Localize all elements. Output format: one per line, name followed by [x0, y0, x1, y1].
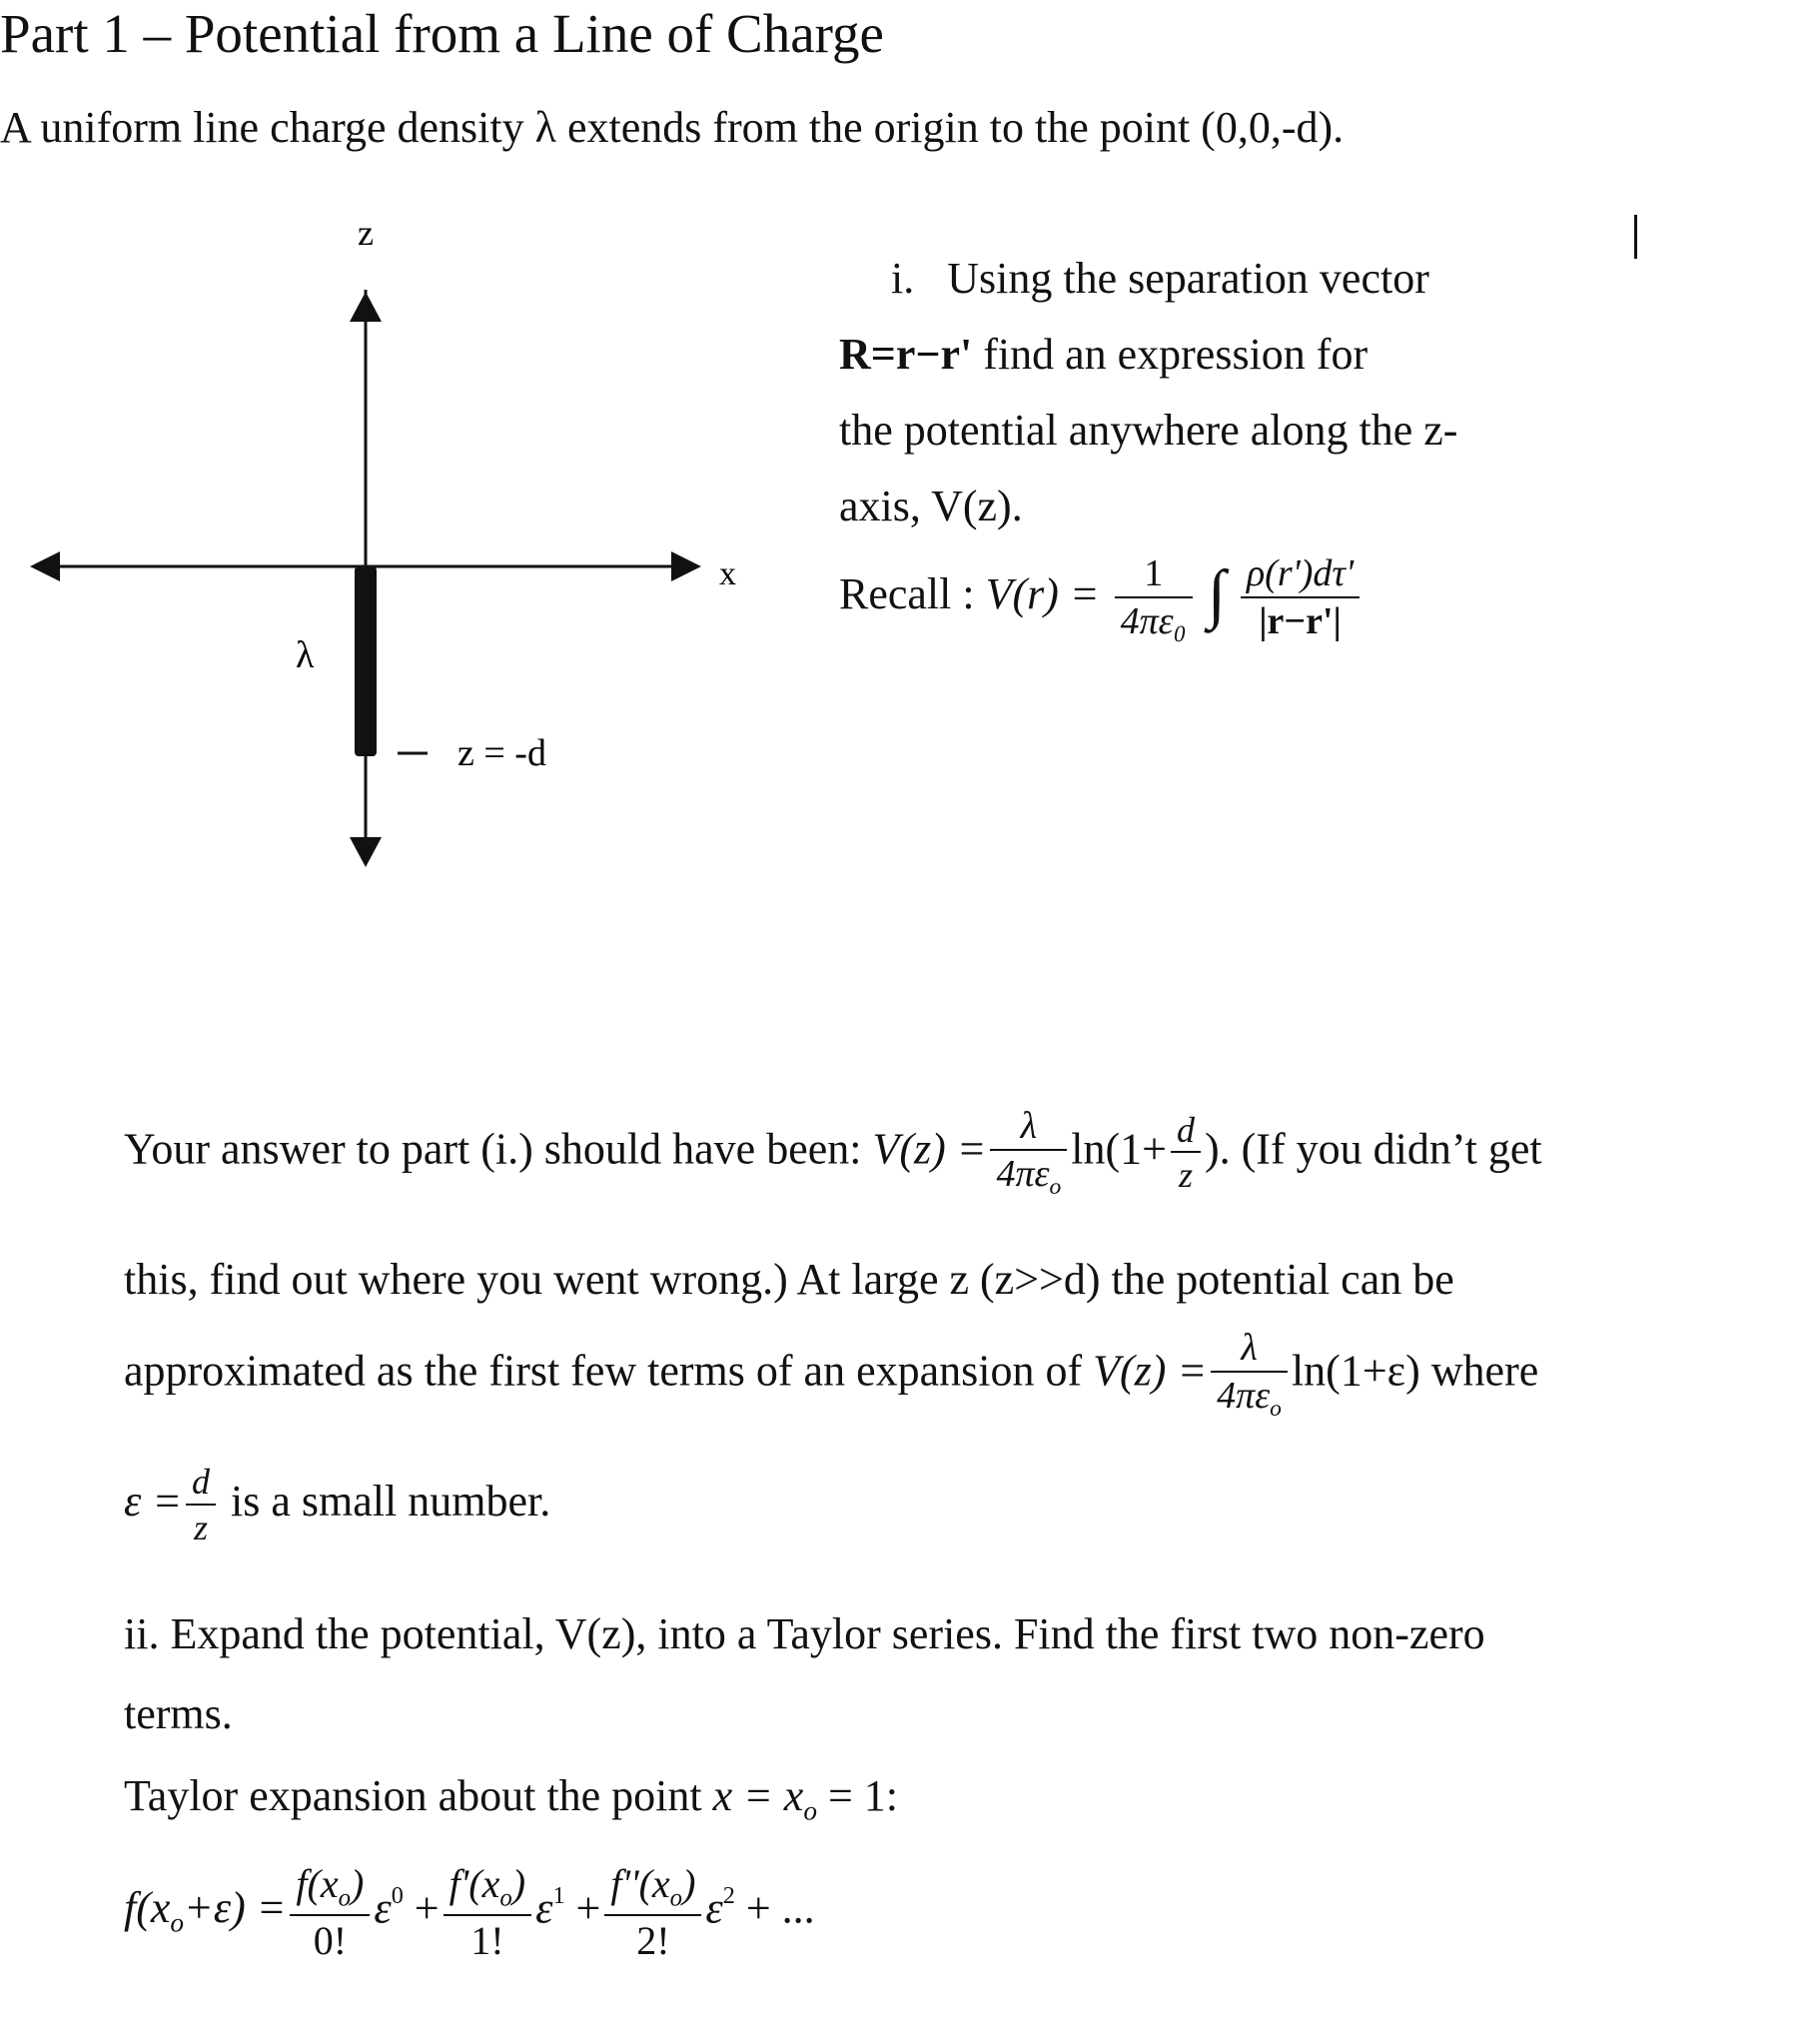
taylor-t1-num — [444, 1863, 531, 1916]
answer-ln-open: ln(1+ — [1071, 1124, 1167, 1174]
x-axis-right-arrowhead — [671, 551, 701, 581]
taylor-t1-num-tail: ) — [511, 1861, 526, 1906]
epsilon-fraction — [186, 1464, 216, 1547]
taylor-lhs-sub: o — [170, 1908, 185, 1938]
text-cursor — [1634, 215, 1637, 259]
part-i-line1-text: Using the separation vector — [947, 254, 1429, 303]
epsilon-tail: is a small number. — [231, 1476, 551, 1526]
answer-line3-ln: ln(1+ε) — [1291, 1346, 1420, 1396]
vector-R: R — [839, 330, 871, 379]
lambda-label: λ — [296, 634, 315, 676]
answer-line3-lhs: V(z) = — [1093, 1346, 1208, 1396]
z-minus-d-label: z = -d — [457, 732, 546, 774]
answer-d-over-z — [1171, 1109, 1201, 1196]
taylor-plus-2: + — [575, 1883, 601, 1933]
part-ii-line2: terms. — [124, 1689, 233, 1738]
answer-line3-tail: where — [1430, 1346, 1539, 1396]
taylor-lhs-text: f(x — [124, 1883, 171, 1933]
answer-d: d — [1171, 1112, 1201, 1154]
taylor-t2-num-tail: ) — [682, 1861, 696, 1906]
recall-integrand-den: |r−r'| — [1259, 599, 1342, 642]
answer-prefactor — [990, 1107, 1067, 1200]
taylor-plus-1: + — [414, 1883, 440, 1933]
answer-den-text: 4πε — [996, 1152, 1050, 1195]
answer-line3-den — [1211, 1373, 1288, 1422]
z-axis-up-arrowhead — [350, 292, 382, 322]
taylor-t1-exp: 1 — [552, 1882, 565, 1910]
taylor-t2-num-sub: o — [669, 1884, 683, 1912]
answer-line2: this, find out where you went wrong.) At large z (z>>d) the potential can be — [124, 1255, 1454, 1304]
answer-prefactor-num: λ — [990, 1107, 1067, 1151]
answer-line3-den-text: 4πε — [1217, 1374, 1271, 1417]
taylor-t0-eps: ε — [374, 1883, 392, 1933]
recall-prefactor-den: 4πε₀ — [1120, 599, 1187, 642]
part-i-line4: axis, V(z). — [839, 482, 1023, 530]
taylor-t0-num-text: f(x — [296, 1861, 339, 1906]
x-axis-label: x — [719, 555, 736, 592]
recall-integrand — [1241, 554, 1360, 642]
taylor-point: x = x — [712, 1771, 804, 1820]
taylor-t1-num-sub: o — [499, 1884, 512, 1912]
epsilon-definition — [124, 1464, 550, 1547]
z-axis-label: z — [358, 213, 374, 253]
integral-sign: ∫ — [1207, 556, 1226, 630]
answer-lead: Your answer to part (i.) should have been: — [124, 1124, 862, 1174]
taylor-t0-num-tail: ) — [351, 1861, 365, 1906]
taylor-t2-num — [604, 1863, 701, 1916]
epsilon-d: d — [186, 1464, 216, 1506]
epsilon-z: z — [194, 1507, 209, 1547]
recall-prefactor-num: 1 — [1115, 554, 1193, 598]
taylor-t0-den: 0! — [313, 1917, 348, 1963]
answer-line3-num: λ — [1211, 1329, 1288, 1373]
taylor-t0-num — [290, 1863, 370, 1916]
part-i-number: i. — [891, 254, 915, 303]
intro-text: A uniform line charge density λ extends from the origin to the point (0,0,-d). — [0, 103, 1345, 152]
line-charge-diagram — [0, 200, 779, 899]
taylor-point-tail: = 1: — [827, 1771, 899, 1820]
part-i-line2-text: find an expression for — [983, 330, 1368, 379]
taylor-t0-num-sub: o — [338, 1884, 352, 1912]
vector-equation: =r−r' — [870, 330, 973, 379]
taylor-t1-den: 1! — [470, 1917, 504, 1963]
answer-den-sub: o — [1049, 1174, 1062, 1201]
taylor-t2-den: 2! — [636, 1917, 670, 1963]
taylor-lead: Taylor expansion about the point — [124, 1771, 702, 1820]
taylor-lhs — [124, 1883, 287, 1938]
recall-integrand-num: ρ(r')dτ' — [1241, 554, 1360, 598]
answer-ln-close: ). — [1204, 1124, 1231, 1174]
taylor-t2-eps: ε — [705, 1883, 723, 1933]
answer-prefactor-den — [990, 1151, 1067, 1200]
epsilon-lhs: ε = — [124, 1476, 183, 1526]
recall-prefactor — [1115, 554, 1193, 642]
answer-line1 — [124, 1107, 1542, 1200]
answer-lhs: V(z) = — [872, 1124, 987, 1174]
recall-formula — [839, 554, 1363, 642]
taylor-t2-exp: 2 — [722, 1882, 735, 1910]
taylor-t0-exp: 0 — [391, 1882, 404, 1910]
taylor-t2-num-text: f''(x — [610, 1861, 670, 1906]
taylor-t1-eps: ε — [535, 1883, 553, 1933]
answer-line3 — [124, 1329, 1538, 1422]
line-charge-segment — [355, 566, 377, 756]
taylor-term-2 — [604, 1863, 701, 1962]
taylor-lead-line — [124, 1770, 898, 1827]
taylor-t1-num-text: f'(x — [449, 1861, 500, 1906]
recall-label: Recall : — [839, 568, 975, 618]
answer-line3-lead: approximated as the first few terms of an expansion of — [124, 1346, 1083, 1396]
taylor-lhs-tail: +ε) = — [184, 1883, 287, 1933]
answer-tail: (If you didn’t get — [1241, 1124, 1542, 1174]
part-i-line2 — [839, 329, 1367, 380]
answer-line3-prefactor — [1211, 1329, 1288, 1422]
part-ii-line1: ii. Expand the potential, V(z), into a Taylor series. Find the first two non-zero — [124, 1609, 1485, 1658]
part-i-line3: the potential anywhere along the z- — [839, 406, 1458, 455]
z-axis-down-arrowhead — [350, 837, 382, 867]
taylor-term-0 — [290, 1863, 370, 1962]
answer-line3-den-sub: o — [1270, 1396, 1282, 1423]
taylor-formula — [124, 1863, 815, 1962]
recall-lhs: V(r) = — [985, 568, 1100, 618]
part-i-line1 — [891, 253, 1429, 304]
taylor-ellipsis: + ... — [745, 1883, 815, 1933]
taylor-point-sub: o — [803, 1795, 817, 1826]
x-axis-left-arrowhead — [30, 551, 60, 581]
answer-z: z — [1178, 1155, 1193, 1196]
taylor-term-1 — [444, 1863, 531, 1962]
page-title: Part 1 – Potential from a Line of Charge — [0, 3, 884, 64]
